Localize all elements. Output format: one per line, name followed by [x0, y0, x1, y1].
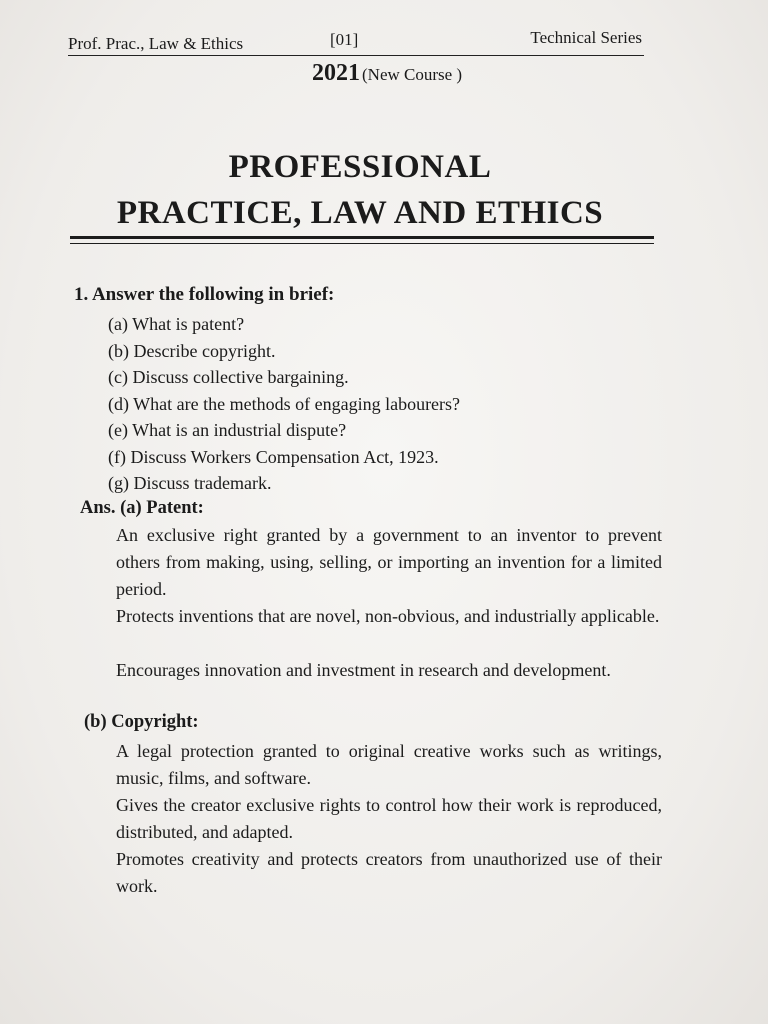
copyright-point: A legal protection granted to original creative works such as writings, music, films, and software.: [116, 741, 662, 788]
question-item: (f) Discuss Workers Compensation Act, 1923.: [108, 446, 439, 467]
running-header: [68, 28, 644, 56]
edition-year: 2021: [312, 60, 360, 86]
title-line-1: PROFESSIONAL: [228, 149, 492, 185]
question-item: (b) Describe copyright.: [108, 340, 276, 361]
page-title: [70, 144, 650, 236]
question-item: (c) Discuss collective bargaining.: [108, 367, 349, 387]
copyright-heading: (b) Copyright:: [84, 712, 199, 732]
title-rule-thick: [70, 236, 654, 239]
title-line-2: PRACTICE, LAW AND ETHICS: [116, 195, 604, 231]
patent-point: An exclusive right granted by a government to an inventor to prevent others from making, using, selling, or importing an invention for a limited period.: [116, 525, 662, 599]
edition-course: (New Course ): [362, 65, 463, 84]
header-subject: Prof. Prac., Law & Ethics: [68, 34, 244, 53]
question-item: (a) What is patent?: [108, 314, 245, 334]
edition-line: [312, 60, 462, 87]
header-series: Technical Series: [530, 28, 642, 47]
question-item: (d) What are the methods of engaging labourers?: [108, 393, 461, 414]
title-rule-thin: [70, 243, 654, 244]
question-list: [108, 311, 460, 497]
patent-point: Encourages innovation and investment in research and development.: [116, 660, 611, 680]
patent-point: Protects inventions that are novel, non-obvious, and industrially applicable.: [116, 606, 660, 626]
copyright-point: Promotes creativity and protects creators from unauthorized use of their work.: [116, 849, 662, 896]
answer-heading: Ans. (a) Patent:: [80, 498, 204, 518]
header-page-number: [01]: [330, 30, 359, 49]
copyright-point: Gives the creator exclusive rights to control how their work is reproduced, distributed, and adapted.: [116, 795, 662, 842]
question-item: (e) What is an industrial dispute?: [108, 420, 347, 440]
question-item: (g) Discuss trademark.: [108, 473, 272, 493]
header-rule: [68, 55, 644, 56]
question-heading: 1. Answer the following in brief:: [74, 284, 335, 305]
